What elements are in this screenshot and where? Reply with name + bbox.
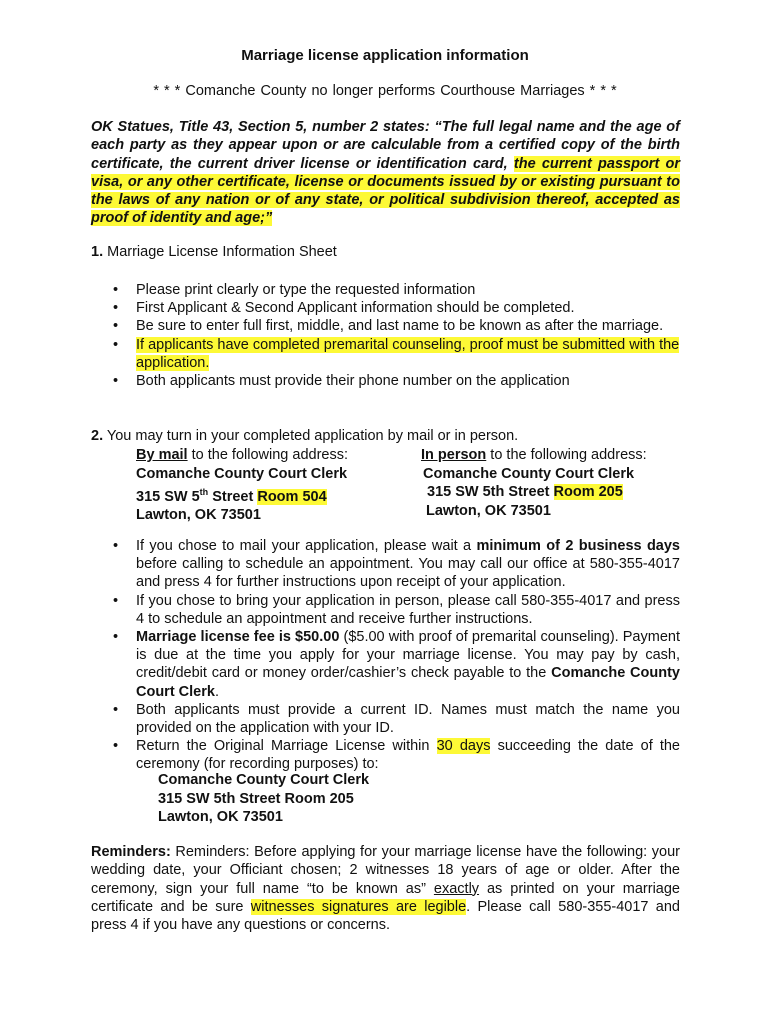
reminders-label: Reminders: — [91, 844, 171, 860]
list-item — [91, 537, 680, 592]
list-item — [91, 299, 680, 317]
list-item-bold: minimum of 2 business days — [476, 538, 681, 554]
list-item-text: If you chose to mail your application, please wait a — [136, 538, 477, 554]
in-person-room: Room 205 — [553, 484, 623, 500]
list-item-text: If you chose to bring your application in person, please call 580-355-4017 and press 4 to schedule an appointment and receive further instructions. — [136, 592, 680, 627]
mail-street-suffix: th — [199, 487, 209, 497]
mail-room: Room 504 — [257, 488, 327, 505]
list-item-text: First Applicant & Second Applicant information should be completed. — [136, 300, 575, 317]
payee-name: Comanche County Court Clerk — [136, 665, 680, 700]
list-item — [91, 336, 680, 372]
mail-address-block — [136, 446, 348, 525]
in-person-label: In person — [421, 447, 487, 463]
list-item — [91, 701, 680, 737]
section-2-intro: You may turn in your completed application by mail or in person. — [106, 428, 519, 444]
list-item-text: before calling to schedule an appointment. You may call our office at 580-355-4017 and press 4 for further instructions upon receipt of your application. — [136, 556, 680, 591]
list-item-text: Be sure to enter full first, middle, and last name to be known as after the marriage. — [136, 318, 664, 335]
list-item-text: succeeding the date of the ceremony (for recording purposes) to: — [136, 738, 680, 773]
list-item-text: Both applicants must provide their phone number on the application — [136, 373, 570, 390]
list-item-text: If applicants have completed premarital counseling, proof must be submitted with the application. — [136, 336, 680, 371]
list-item — [91, 737, 680, 773]
reminders-text: Reminders: Before applying for your marriage license have the following: your wedding date, your Officiant chosen; 2 witnesses 18 years of age or older. After the ceremony, sign your full name “to be known as” — [91, 844, 680, 897]
list-item — [91, 317, 680, 335]
bullet-icon: • — [113, 538, 119, 554]
mail-city: Lawton, OK 73501 — [136, 507, 261, 524]
bullet-icon: • — [113, 592, 119, 609]
reminders-text: . Please call 580-355-4017 and press 4 if you have any questions or concerns. — [91, 898, 680, 934]
list-item — [91, 628, 680, 701]
bullet-icon: • — [113, 300, 119, 317]
return-street: 315 SW 5th Street Room 205 — [158, 790, 354, 807]
list-item-text: ($5.00 with proof of premarital counseling). Payment is due at the time you apply for your marriage license. You may pay by cash, credit/debit card or money order/cashier’s check payable to the — [136, 629, 680, 682]
in-person-address-block — [421, 446, 647, 520]
reminders-emphasis: exactly — [433, 880, 480, 897]
in-person-label-suffix: to the following address: — [486, 447, 647, 463]
list-item — [91, 372, 680, 390]
reminders-paragraph — [91, 843, 680, 934]
in-person-street — [421, 483, 647, 502]
in-person-city: Lawton, OK 73501 — [426, 502, 551, 519]
list-item-text: Both applicants must provide a current ID. Names must match the name you provided on the application with your ID. — [136, 701, 680, 737]
section-2-heading — [91, 428, 518, 444]
mail-label: By mail — [136, 447, 188, 463]
mail-recipient: Comanche County Court Clerk — [136, 465, 348, 482]
mail-street — [136, 483, 348, 506]
section-1-title: Marriage License Information Sheet — [107, 244, 337, 260]
bullet-icon: • — [113, 701, 119, 718]
section-2-number: 2. — [91, 428, 104, 444]
statute-highlight: the current passport or visa, or any other certificate, license or documents issued by or existing pursuant to the laws of any nation or of any state, or political subdivision thereof, accepted as proof of identity and age;” — [91, 155, 681, 227]
bullet-icon: • — [113, 318, 119, 335]
section-2-list — [91, 537, 680, 774]
return-city: Lawton, OK 73501 — [158, 809, 283, 825]
bullet-icon: • — [113, 336, 119, 353]
list-item-text: Please print clearly or type the requested information — [136, 282, 476, 298]
section-1-list — [91, 281, 680, 390]
bullet-icon: • — [113, 282, 119, 298]
fee-amount: Marriage license fee is $50.00 — [136, 629, 340, 646]
bullet-icon: • — [113, 629, 119, 646]
statute-text: OK Statues, Title 43, Section 5, number 2 states: “The full legal name and the age of each party as they appear upon or are calculable from a certified copy of the birth certificate, the current driver license or identification card, — [91, 119, 680, 172]
mail-street-name: Street — [208, 488, 258, 505]
return-address-block — [158, 771, 369, 827]
reminders-highlight: witnesses signatures are legible — [250, 898, 467, 915]
section-1-heading — [91, 244, 337, 260]
in-person-street-text: 315 SW 5th Street — [427, 484, 554, 500]
list-item — [91, 281, 680, 299]
section-1-number: 1. — [91, 244, 104, 260]
return-recipient: Comanche County Court Clerk — [158, 772, 370, 788]
page-title: Marriage license application information — [241, 47, 529, 64]
in-person-recipient: Comanche County Court Clerk — [423, 465, 635, 482]
reminders-text: as printed on your marriage certificate and be sure — [91, 880, 680, 915]
statute-quote — [91, 118, 680, 228]
mail-label-suffix: to the following address: — [187, 447, 348, 463]
return-deadline: 30 days — [436, 738, 491, 755]
list-item — [91, 592, 680, 628]
mail-street-number: 315 SW 5 — [136, 488, 200, 505]
list-item-text: . — [214, 683, 219, 700]
list-item-text: Return the Original Marriage License within — [136, 738, 437, 755]
bullet-icon: • — [113, 738, 119, 755]
courthouse-notice: * * * Comanche County no longer performs Courthouse Marriages * * * — [153, 83, 617, 99]
bullet-icon: • — [113, 373, 119, 390]
